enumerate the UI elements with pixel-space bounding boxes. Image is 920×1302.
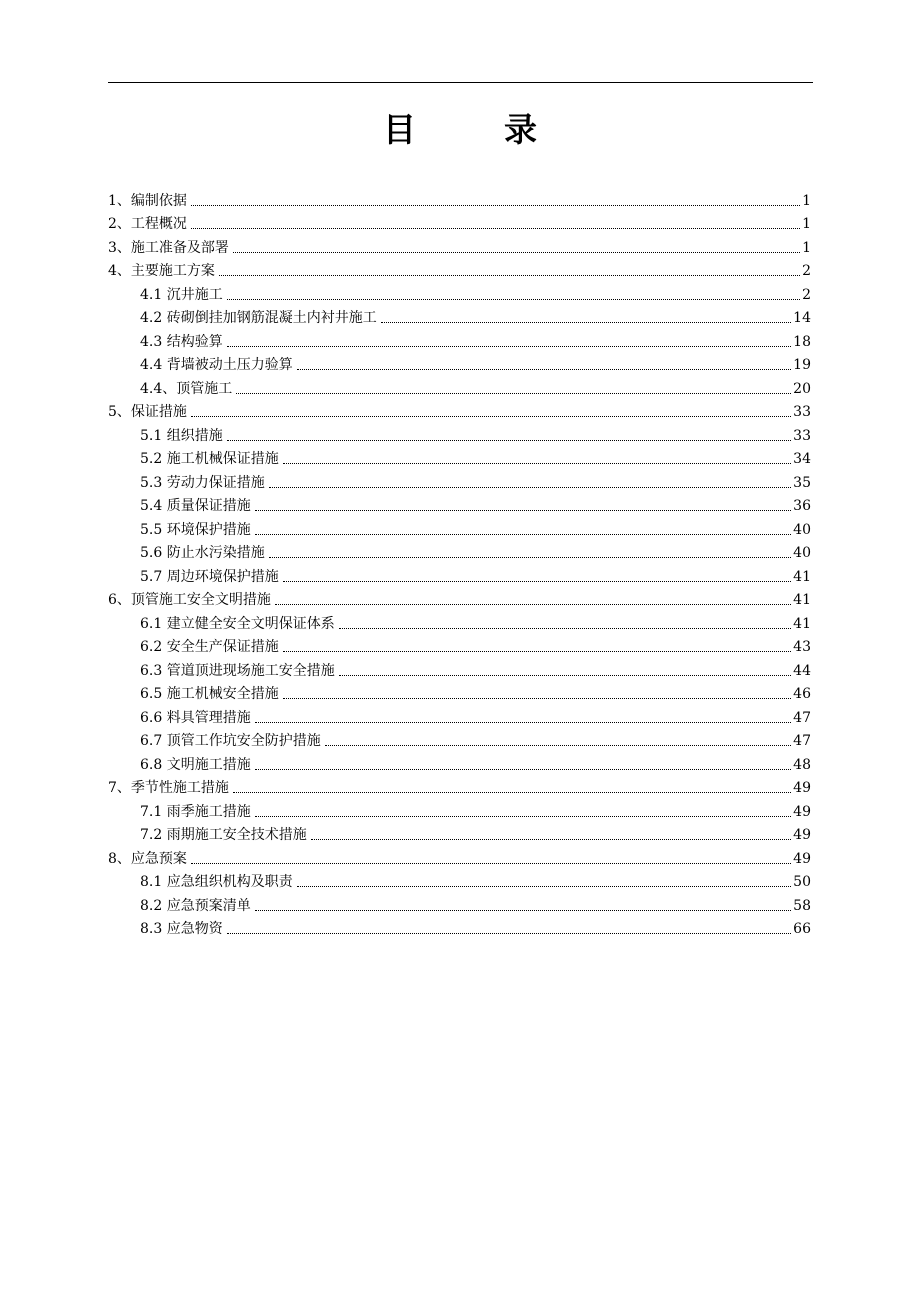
toc-entry[interactable] [108,609,811,633]
toc-entry-page: 46 [793,686,811,702]
toc-entry[interactable] [108,844,811,868]
toc-dot-leader [191,228,800,229]
toc-entry[interactable] [108,210,811,234]
toc-dot-leader [311,839,791,840]
toc-entry[interactable] [108,351,811,375]
toc-dot-leader [381,322,791,323]
toc-entry-page: 47 [793,709,811,726]
toc-dot-leader [191,863,791,864]
toc-entry[interactable] [108,468,811,492]
toc-entry-label: 7、季节性施工措施 [108,780,229,796]
toc-dot-leader [339,628,791,629]
toc-entry[interactable] [108,186,811,210]
toc-dot-leader [255,769,791,770]
toc-entry-label: 4.1 沉井施工 [140,286,223,303]
toc-entry[interactable] [108,562,811,586]
toc-entry-label: 2、工程概况 [108,216,187,232]
toc-dot-leader [219,275,800,276]
toc-entry-label: 5.7 周边环境保护措施 [140,568,279,585]
toc-entry-page: 44 [793,662,811,679]
toc-entry-label: 8.3 应急物资 [140,921,223,937]
toc-entry-label: 8.1 应急组织机构及职责 [140,874,293,890]
toc-entry-page: 2 [802,263,811,279]
page-title [0,104,920,151]
toc-entry-label: 6.3 管道顶进现场施工安全措施 [140,662,335,679]
toc-entry[interactable] [108,539,811,563]
toc-entry-label: 6.6 料具管理措施 [140,709,251,726]
toc-entry-label: 6.5 施工机械安全措施 [140,686,279,702]
toc-entry-label: 7.2 雨期施工安全技术措施 [140,827,307,843]
toc-entry-label: 5.2 施工机械保证措施 [140,451,279,467]
table-of-contents [108,186,811,938]
toc-entry[interactable] [108,915,811,939]
toc-entry-label: 5.4 质量保证措施 [140,498,251,514]
toc-dot-leader [339,675,791,676]
toc-dot-leader [255,510,791,511]
toc-entry-label: 4、主要施工方案 [108,263,215,279]
toc-dot-leader [191,205,800,206]
toc-dot-leader [297,886,791,887]
toc-dot-leader [233,252,800,253]
toc-entry[interactable] [108,868,811,892]
toc-dot-leader [283,463,791,464]
toc-entry[interactable] [108,633,811,657]
toc-entry[interactable] [108,891,811,915]
toc-entry[interactable] [108,374,811,398]
toc-entry[interactable] [108,774,811,798]
toc-entry[interactable] [108,233,811,257]
toc-dot-leader [275,604,791,605]
toc-entry-label: 4.4、顶管施工 [140,380,233,397]
toc-dot-leader [255,534,791,535]
toc-entry-label: 4.4 背墙被动土压力验算 [140,357,293,373]
toc-entry-page: 41 [793,568,811,585]
toc-entry[interactable] [108,703,811,727]
toc-entry-page: 66 [793,921,811,937]
toc-entry[interactable] [108,492,811,516]
toc-entry-label: 8.2 应急预案清单 [140,897,251,914]
toc-entry-page: 49 [793,803,811,820]
toc-entry-page: 40 [793,545,811,561]
toc-dot-leader [227,933,791,934]
toc-entry-page: 41 [793,592,811,608]
toc-entry-page: 1 [802,192,811,209]
toc-dot-leader [283,698,791,699]
toc-dot-leader [269,487,791,488]
toc-entry[interactable] [108,515,811,539]
toc-dot-leader [191,416,791,417]
toc-entry-label: 5.6 防止水污染措施 [140,545,265,561]
toc-entry[interactable] [108,727,811,751]
toc-entry[interactable] [108,304,811,328]
toc-dot-leader [255,722,791,723]
toc-entry-label: 5.5 环境保护措施 [140,521,251,538]
toc-entry[interactable] [108,327,811,351]
toc-entry-page: 19 [793,357,811,373]
toc-entry[interactable] [108,280,811,304]
toc-entry-page: 18 [793,333,811,350]
toc-entry[interactable] [108,797,811,821]
toc-dot-leader [233,792,791,793]
toc-entry-page: 43 [793,639,811,655]
toc-entry-label: 5.1 组织措施 [140,427,223,444]
toc-entry-label: 3、施工准备及部署 [108,239,229,256]
toc-entry-label: 8、应急预案 [108,850,187,867]
toc-dot-leader [255,816,791,817]
toc-entry-label: 6、顶管施工安全文明措施 [108,592,271,608]
toc-dot-leader [297,369,791,370]
title-char-left: 目 [383,110,416,149]
toc-entry-page: 41 [793,615,811,632]
toc-entry-label: 6.1 建立健全安全文明保证体系 [140,615,335,632]
toc-entry[interactable] [108,821,811,845]
toc-dot-leader [236,393,791,394]
toc-entry-page: 33 [793,427,811,444]
toc-dot-leader [227,440,791,441]
toc-entry-page: 1 [802,239,811,256]
toc-entry-page: 49 [793,850,811,867]
toc-entry[interactable] [108,445,811,469]
header-rule [108,82,813,83]
toc-entry-label: 4.3 结构验算 [140,333,223,350]
toc-entry-page: 2 [802,286,811,303]
toc-dot-leader [227,299,800,300]
toc-entry-page: 33 [793,404,811,420]
toc-entry[interactable] [108,257,811,281]
toc-entry-label: 6.8 文明施工措施 [140,756,251,773]
toc-dot-leader [255,910,791,911]
toc-entry[interactable] [108,421,811,445]
toc-entry[interactable] [108,586,811,610]
toc-dot-leader [283,651,791,652]
toc-entry-page: 36 [793,498,811,514]
toc-entry-page: 49 [793,780,811,796]
toc-dot-leader [325,745,791,746]
toc-entry-label: 6.7 顶管工作坑安全防护措施 [140,733,321,749]
toc-entry-label: 1、编制依据 [108,192,187,209]
toc-entry-page: 34 [793,451,811,467]
toc-entry-label: 4.2 砖砌倒挂加钢筋混凝土内衬井施工 [140,310,377,326]
toc-entry-page: 50 [793,874,811,890]
toc-entry-page: 35 [793,474,811,491]
toc-entry-page: 1 [802,216,811,232]
toc-dot-leader [283,581,791,582]
toc-entry[interactable] [108,656,811,680]
toc-entry-page: 47 [793,733,811,749]
toc-entry-label: 7.1 雨季施工措施 [140,803,251,820]
toc-entry-label: 6.2 安全生产保证措施 [140,639,279,655]
toc-entry-page: 14 [793,310,811,326]
toc-entry[interactable] [108,750,811,774]
title-char-right: 录 [504,110,537,149]
toc-entry-page: 48 [793,756,811,773]
toc-entry-label: 5、保证措施 [108,404,187,420]
toc-entry-page: 58 [793,897,811,914]
toc-entry[interactable] [108,398,811,422]
toc-entry-page: 20 [793,380,811,397]
toc-entry-label: 5.3 劳动力保证措施 [140,474,265,491]
toc-entry-page: 49 [793,827,811,843]
toc-dot-leader [269,557,791,558]
toc-dot-leader [227,346,791,347]
toc-entry-page: 40 [793,521,811,538]
toc-entry[interactable] [108,680,811,704]
